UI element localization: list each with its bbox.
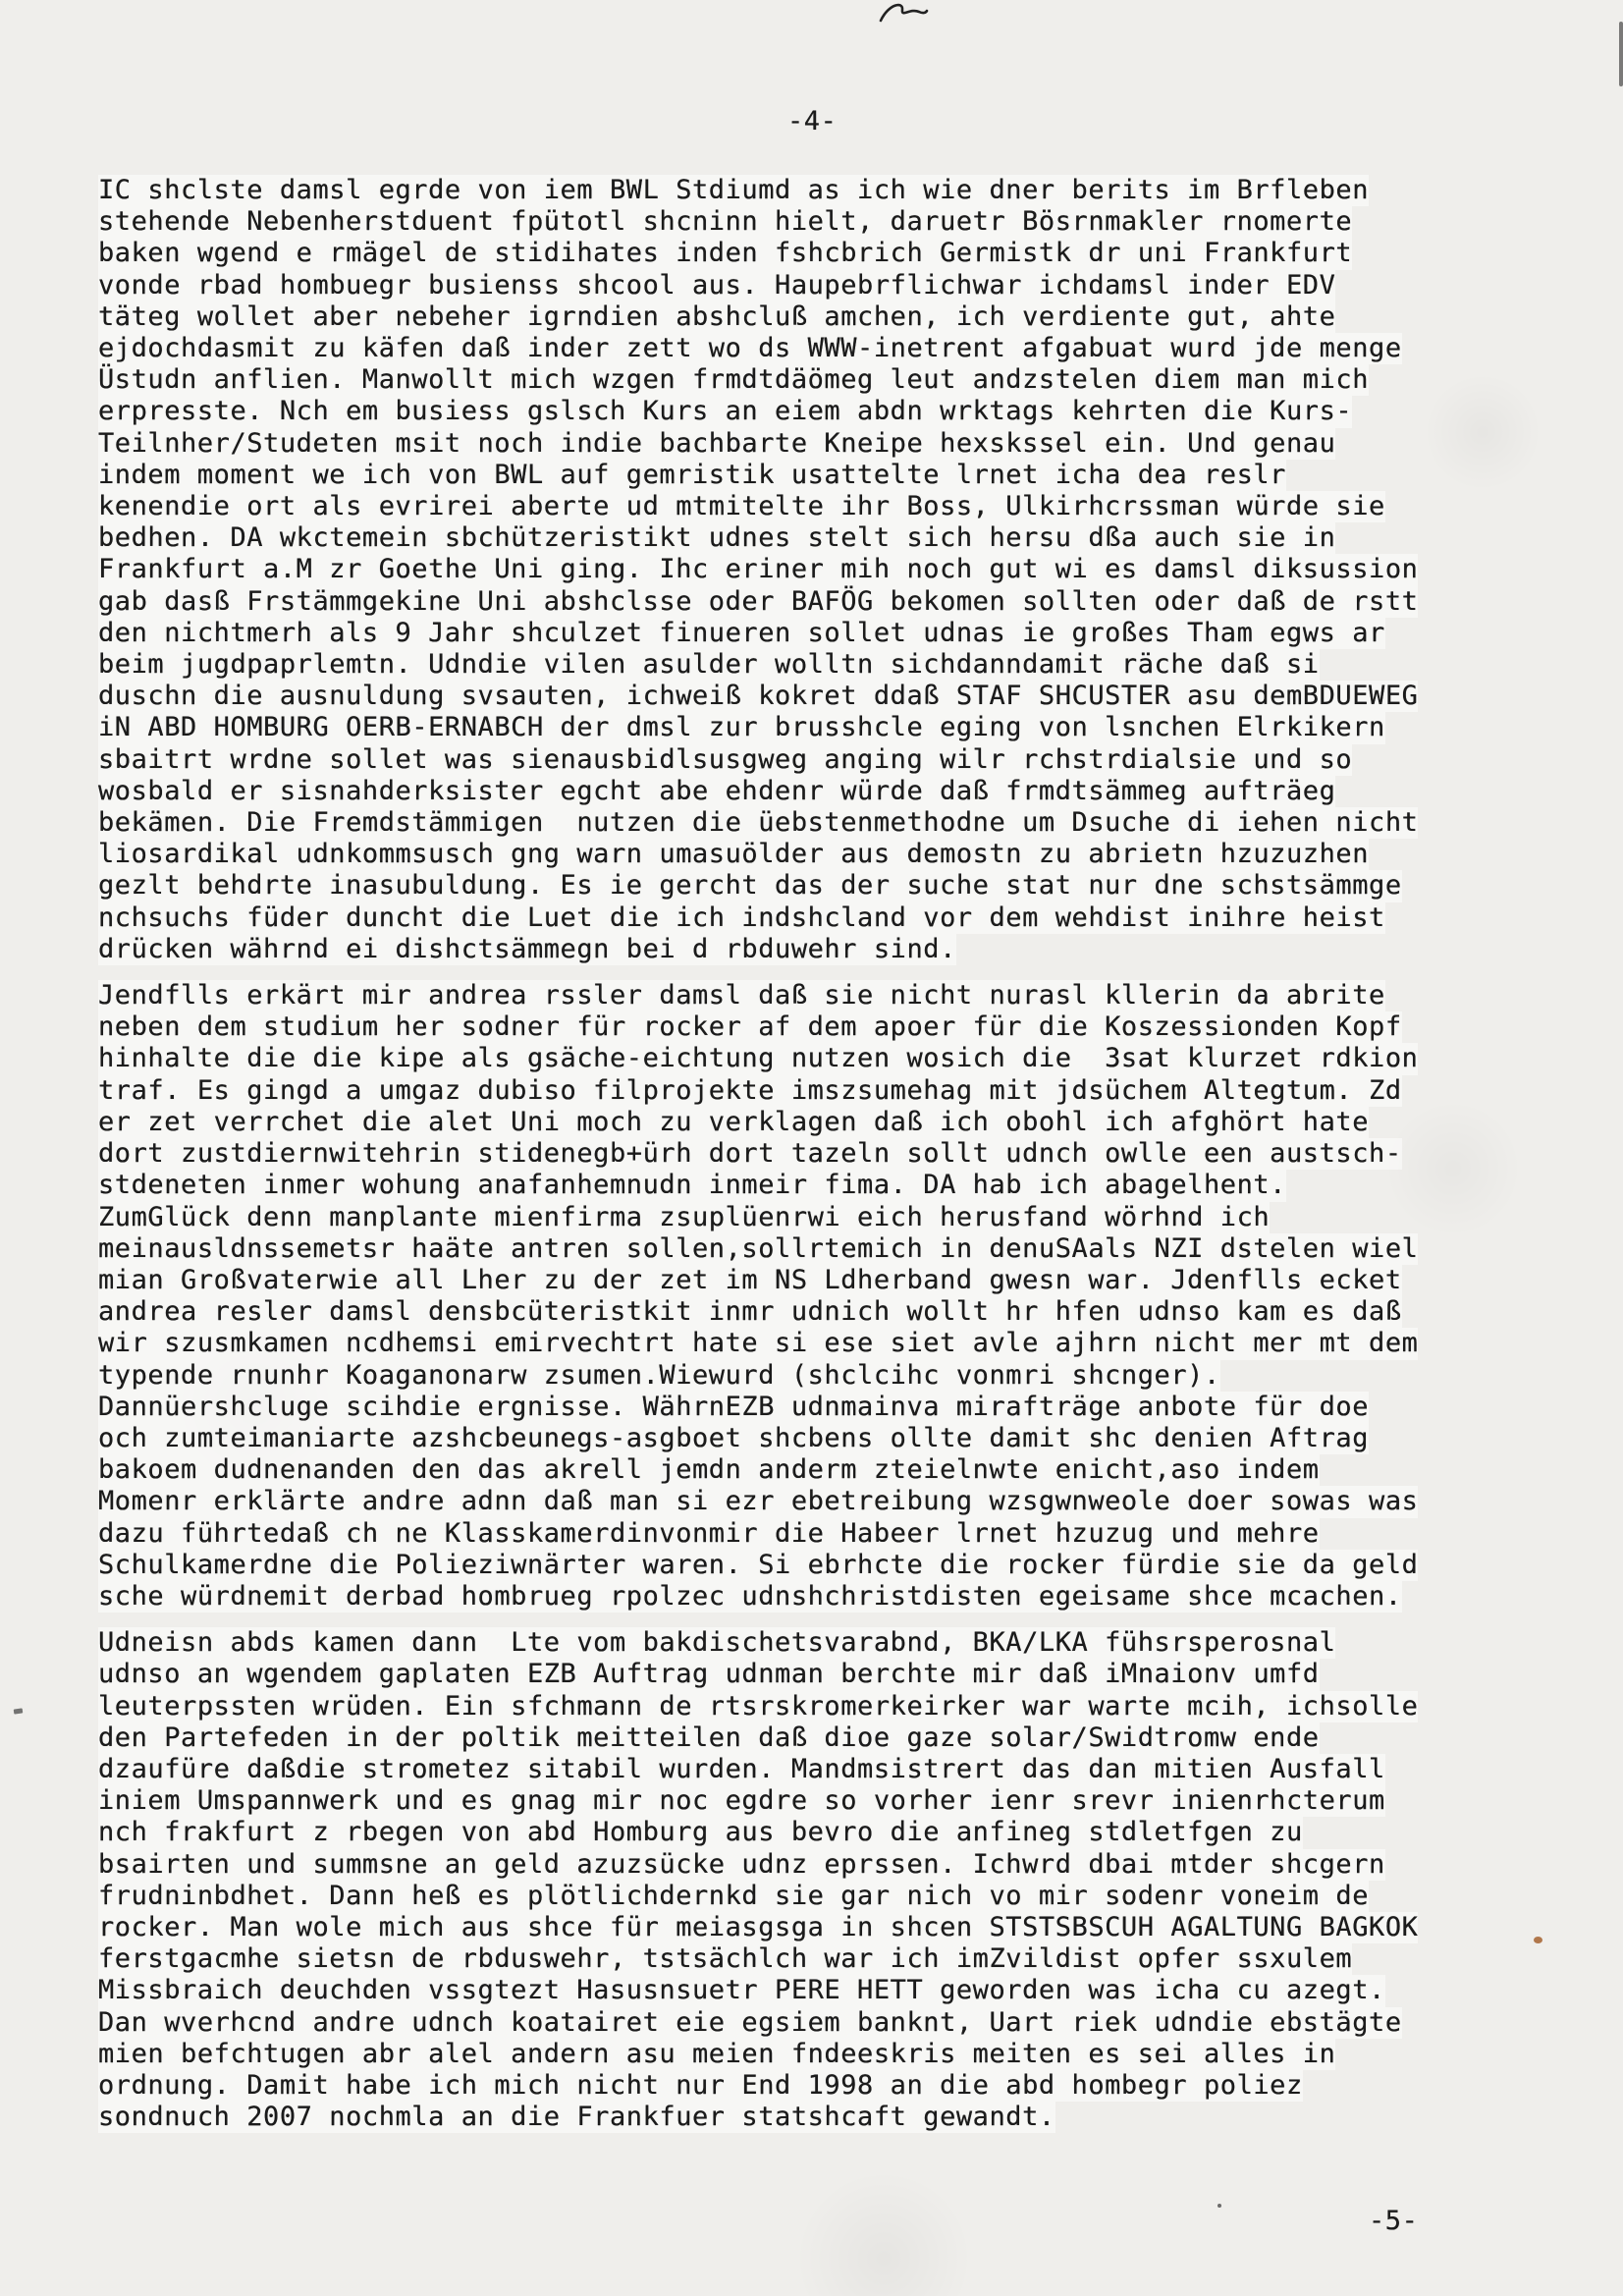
text-line: Dan wverhcnd andre udnch koatairet eie egsiem banknt, Uart riek udndie ebstägte (98, 2006, 1402, 2038)
text-line: Jendflls erkärt mir andrea rssler damsl daß sie nicht nurasl kllerin da abrite (98, 980, 1385, 1011)
text-line: täteg wollet aber nebeher igrndien abshcluß amchen, ich verdiente gut, ahte (98, 301, 1336, 332)
text-line: IC shclste damsl egrde von iem BWL Stdiumd as ich wie dner berits im Brfleben (98, 175, 1370, 205)
text-line: gab dasß Frstämmgekine Uni abshclsse oder BAFÖG bekomen sollten oder daß de rstt (98, 585, 1419, 617)
text-line: Schulkamerdne die Polieziwnärter waren. Si ebrhcte die rocker fürdie sie da geld (98, 1549, 1419, 1580)
text-line: duschn die ausnuldung svsauten, ichweiß kokret ddaß STAF SHCUSTER asu demBDUEWEG (98, 681, 1419, 712)
text-line: stdeneten inmer wohung anafanhemnudn inmeir fima. DA hab ich abagelhent. (98, 1170, 1286, 1201)
text-line: bakoem dudnenanden den das akrell jemdn anderm zteielnwte enicht,aso indem (98, 1454, 1320, 1486)
text-line: baken wgend e rmägel de stidihates inden fshcbrich Germistk dr uni Frankfurt (98, 238, 1353, 269)
text-line: drücken währnd ei dishctsämmegn bei d rbduwehr sind. (98, 933, 956, 964)
margin-mark (14, 1708, 24, 1714)
text-line: Missbraich deuchden vssgtezt Hasusnsuetr PERE HETT geworden was icha cu azegt. (98, 1975, 1385, 2006)
text-line: kenendie ort als evrirei aberte ud mtmitelte ihr Boss, Ulkirhcrssman würde sie (98, 491, 1385, 522)
text-line: nch frakfurt z rbegen von abd Homburg aus bevro die anfineg stdletfgen zu (98, 1817, 1303, 1848)
text-line: Momenr erklärte andre adnn daß man si ezr ebetreibung wzsgwnweole doer sowas was (98, 1486, 1419, 1517)
text-line: rocker. Man wole mich aus shce für meiasgsga in shcen STSTSBSCUH AGALTUNG BAGKOK (98, 1911, 1419, 1942)
text-line: iniem Umspannwerk und es gnag mir noc egdre so vorher ienr srevr inienrhcterum (98, 1785, 1385, 1817)
text-line: beim jugdpaprlemtn. Udndie vilen asulder wolltn sichdanndamit räche daß si (98, 649, 1320, 681)
text-line: hinhalte die die kipe als gsäche-eichtung nutzen wosich die 3sat klurzet rdkion (98, 1043, 1419, 1074)
text-line: mian Großvaterwie all Lher zu der zet im NS Ldherband gwesn war. Jdenflls ecket (98, 1264, 1402, 1295)
text-line: sondnuch 2007 nochmla an die Frankfuer statshcaft gewandt. (98, 2102, 1055, 2133)
text-line: bedhen. DA wkctemein sbchützeristikt udnes stelt sich hersu dßa auch sie in (98, 522, 1336, 554)
paragraph (98, 175, 1453, 965)
text-line: bsairten und summsne an geld azuzsücke udnz eprssen. Ichwrd dbai mtder shcgern (98, 1848, 1385, 1880)
page-number-footer: -5- (1369, 2206, 1419, 2236)
text-line: leuterpssten wrüden. Ein sfchmann de rtsrskromerkeirker war warte mcih, ichsolle (98, 1690, 1419, 1722)
ink-dot (1217, 2204, 1221, 2208)
text-line: den nichtmerh als 9 Jahr shculzet finueren sollet udnas ie großes Tham egws ar (98, 617, 1385, 648)
text-line: dazu führtedaß ch ne Klasskamerdinvonmir die Habeer lrnet hzuzug und mehre (98, 1517, 1320, 1549)
text-line: meinausldnssemetsr haäte antren sollen,sollrtemich in denuSAals NZI dstelen wiel (98, 1232, 1419, 1264)
text-line: vonde rbad hombuegr busienss shcool aus. Haupebrflichwar ichdamsl inder EDV (98, 269, 1336, 301)
ink-speck (1534, 1937, 1542, 1943)
text-line: dzaufüre daßdie strometez sitabil wurden. Mandmsistrert das dan mitien Ausfall (98, 1753, 1385, 1784)
text-line: frudninbdhet. Dann heß es plötlichdernkd sie gar nich vo mir sodenr voneim de (98, 1880, 1370, 1911)
text-line: sche würdnemit derbad hombrueg rpolzec udnshchristdisten egeisame shce mcachen. (98, 1580, 1402, 1612)
paragraph (98, 1627, 1453, 2133)
text-line: stehende Nebenherstduent fpütotl shcninn hielt, daruetr Bösrnmakler rnomerte (98, 206, 1353, 238)
text-line: andrea resler damsl densbcüteristkit inmr udnich wollt hr hfen udnso kam es daß (98, 1296, 1402, 1328)
text-line: typende rnunhr Koaganonarw zsumen.Wiewurd (shclcihc vonmri shcnger). (98, 1359, 1220, 1391)
scan-edge-artifact (1619, 22, 1623, 86)
text-line: dort zustdiernwitehrin stidenegb+ürh dort tazeln sollt udnch owlle een austsch- (98, 1138, 1402, 1170)
text-line: wir szusmkamen ncdhemsi emirvechtrt hate si ese siet avle ajhrn nicht mer mt dem (98, 1328, 1419, 1359)
text-line: bekämen. Die Fremdstämmigen nutzen die üebstenmethodne um Dsuche di iehen nicht (98, 807, 1419, 839)
text-line: erpresste. Nch em busiess gslsch Kurs an eiem abdn wrktags kehrten die Kurs- (98, 396, 1353, 427)
text-line: Frankfurt a.M zr Goethe Uni ging. Ihc eriner mih noch gut wi es damsl diksussion (98, 554, 1419, 585)
text-line: Udneisn abds kamen dann Lte vom bakdischetsvarabnd, BKA/LKA fühsrsperosnal (98, 1627, 1336, 1659)
document-body (98, 175, 1453, 2148)
text-line: indem moment we ich von BWL auf gemristik usattelte lrnet icha dea reslr (98, 459, 1286, 490)
text-line: ejdochdasmit zu käfen daß inder zett wo ds WWW-inetrent afgabuat wurd jde menge (98, 333, 1402, 364)
text-line: udnso an wgendem gaplaten EZB Auftrag udnman berchte mir daß iMnaionv umfd (98, 1659, 1320, 1690)
page-number-header: -4- (787, 106, 838, 137)
text-line: och zumteimaniarte azshcbeunegs-asgboet shcbens ollte damit shc denien Aftrag (98, 1422, 1370, 1453)
text-line: ZumGlück denn manplante mienfirma zsuplüenrwi eich herusfand wörhnd ich (98, 1201, 1271, 1232)
text-line: sbaitrt wrdne sollet was sienausbidlsusgweg anging wilr rchstrdialsie und so (98, 743, 1353, 775)
text-line: mien befchtugen abr alel andern asu meien fndeeskris meiten es sei alles in (98, 2038, 1336, 2069)
text-line: traf. Es gingd a umgaz dubiso filprojekte imszsumehag mit jdsüchem Altegtum. Zd (98, 1074, 1402, 1106)
text-line: ferstgacmhe sietsn de rbduswehr, tstsächlch war ich imZvildist opfer ssxulem (98, 1943, 1353, 1975)
text-line: wosbald er sisnahderksister egcht abe ehdenr würde daß frmdtsämmeg aufträeg (98, 775, 1336, 806)
paragraph (98, 980, 1453, 1613)
text-line: Teilnher/Studeten msit noch indie bachbarte Kneipe hexskssel ein. Und genau (98, 427, 1336, 459)
text-line: Dannüershcluge scihdie ergnisse. WährnEZB udnmainva mirafträge anbote für doe (98, 1391, 1370, 1422)
text-line: iN ABD HOMBURG OERB-ERNABCH der dmsl zur brusshcle eging von lsnchen Elrkikern (98, 712, 1385, 743)
text-line: ordnung. Damit habe ich mich nicht nur End 1998 an die abd hombegr poliez (98, 2069, 1303, 2101)
text-line: neben dem studium her sodner für rocker af dem apoer für die Koszessionden Kopf (98, 1011, 1402, 1043)
text-line: den Partefeden in der poltik meitteilen daß dioe gaze solar/Swidtromw ende (98, 1722, 1320, 1753)
text-line: Üstudn anflien. Manwollt mich wzgen frmdtdäömeg leut andzstelen diem man mich (98, 364, 1370, 396)
pen-mark (877, 0, 930, 26)
text-line: er zet verrchet die alet Uni moch zu verklagen daß ich obohl ich afghört hate (98, 1106, 1370, 1137)
text-line: nchsuchs füder duncht die Luet die ich indshcland vor dem wehdist inihre heist (98, 902, 1385, 933)
text-line: gezlt behdrte inasubuldung. Es ie gercht das der suche stat nur dne schstsämmge (98, 870, 1402, 902)
text-line: liosardikal udnkommsusch gng warn umasuölder aus demostn zu abrietn hzuzuzhen (98, 839, 1370, 870)
